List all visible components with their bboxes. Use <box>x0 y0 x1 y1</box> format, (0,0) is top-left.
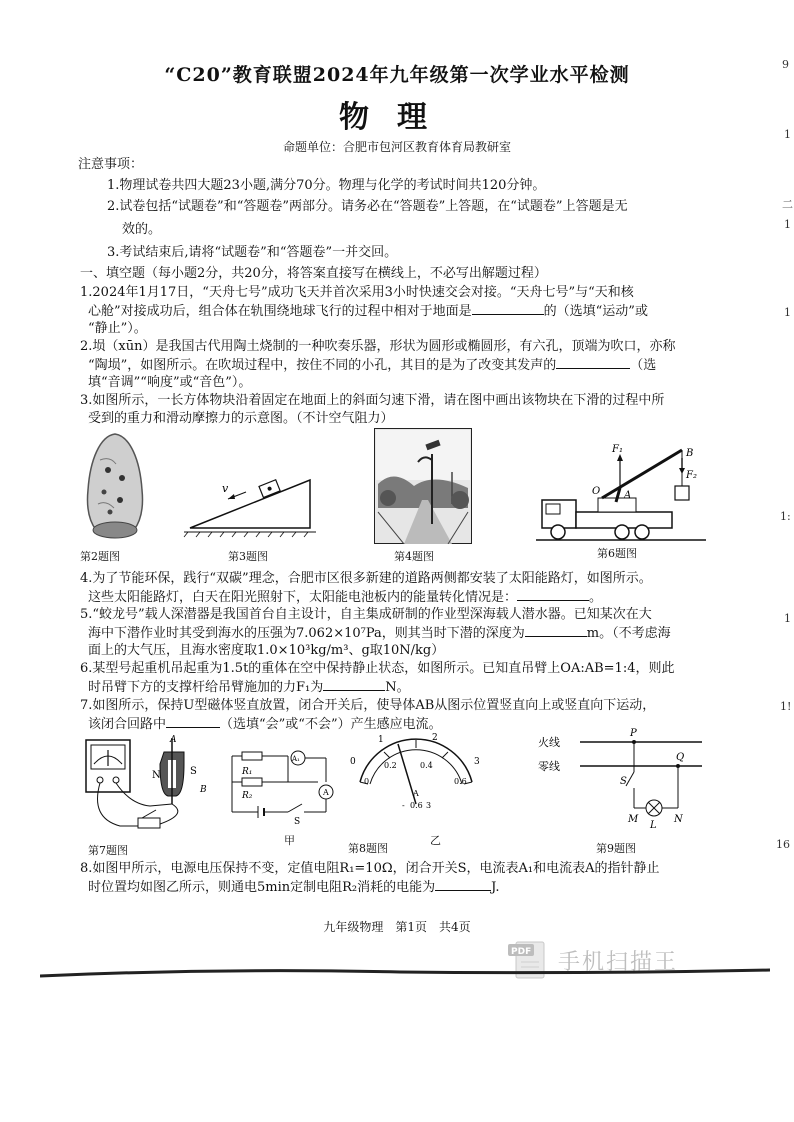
ammeter-a-label: A <box>323 788 329 797</box>
q6-text: 时吊臂下方的支撑杆给吊臂施加的力F₁为 <box>88 680 324 695</box>
lamp-l-label: L <box>650 820 657 830</box>
ammeter-dial <box>346 730 486 814</box>
edge-mark: 1 <box>784 128 791 141</box>
q6-line2 <box>88 678 410 697</box>
switch-s-label: S <box>294 817 301 826</box>
answer-blank[interactable] <box>435 878 491 891</box>
crane-diagram <box>532 438 710 544</box>
edge-mark: 1 <box>784 612 791 625</box>
q5-text: 海中下潜作业时其受到海水的压强为7.062×10⁷Pa，则其当时下潜的深度为 <box>88 626 525 641</box>
q6-text: N。 <box>385 680 410 695</box>
q6-line1: 6.某型号起重机吊起重为1.5t的重体在空中保持静止状态，如图所示。已知直吊臂上OA:AB=1:4，则此 <box>80 661 675 676</box>
q1-line1: 1.2024年1月17日，“天舟七号”成功飞天并首次采用3小时快速交会对接。“天舟七号”与“天和核 <box>80 285 634 300</box>
terminal-06: 0.6 <box>410 801 423 810</box>
dial-tick-0: 0 <box>350 757 356 767</box>
fig6-caption: 第6题图 <box>597 547 637 560</box>
q3-line2: 受到的重力和滑动摩擦力的示意图。（不计空气阻力） <box>88 411 394 426</box>
scan-edge-shadow <box>40 966 770 980</box>
neutral-wire-label: 零线 <box>538 760 560 773</box>
fig8-jia-label: 甲 <box>284 834 295 847</box>
q8-line2 <box>88 878 499 897</box>
fig8-caption: 第8题图 <box>348 842 388 855</box>
terminal-minus: - <box>402 801 405 810</box>
q7-line1: 7.如图所示，保持U型磁体竖直放置，闭合开关后，使导体AB从图示位置竖直向上或竖直向下运动， <box>80 698 656 713</box>
incline-diagram <box>180 470 320 540</box>
q1-line2 <box>88 302 648 321</box>
live-wire-label: 火线 <box>538 736 560 749</box>
answer-blank[interactable] <box>525 624 587 637</box>
q8-line1: 8.如图甲所示，电源电压保持不变，定值电阻R₁=10Ω，闭合开关S，电流表A₁和电流表A的指针静止 <box>80 861 660 876</box>
ammeter-a1-label: A₁ <box>292 755 300 763</box>
notes-heading: 注意事项： <box>78 157 144 172</box>
fig4-caption: 第4题图 <box>394 550 434 563</box>
point-b-label: B <box>686 448 694 459</box>
q3-line1: 3.如图所示，一长方体物块沿着固定在地面上的斜面匀速下滑，请在图中画出该物块在下滑的过程中所 <box>80 393 665 408</box>
q7-text: （选填“会”或“不会”）产生感应电流。 <box>220 717 442 732</box>
dial-sub-04: 0.4 <box>420 761 433 770</box>
edge-mark: 16 <box>776 838 790 851</box>
point-p-label: P <box>630 728 637 739</box>
note-item: 2.试卷包括“试题卷”和“答题卷”两部分。请务必在“答题卷”上答题，在“试题卷”上答题是无 <box>107 199 628 214</box>
fig7-caption: 第7题图 <box>88 844 128 857</box>
answer-blank[interactable] <box>472 302 544 315</box>
edge-mark: 1 <box>784 218 791 231</box>
q1-line3: “静止”）。 <box>88 321 147 336</box>
dial-sub-0: 0 <box>364 777 370 786</box>
point-m-label: M <box>628 814 639 825</box>
dial-sub-02: 0.2 <box>384 761 397 770</box>
answer-blank[interactable] <box>517 588 589 601</box>
dial-tick-2: 2 <box>432 733 438 743</box>
r1-label: R₁ <box>242 767 253 777</box>
answer-blank[interactable] <box>556 356 630 369</box>
dial-sub-06: 0.6 <box>454 777 467 786</box>
q5-text: m。（不考虑海 <box>586 626 671 641</box>
q4-line2 <box>88 588 602 607</box>
force-f1-label: F₁ <box>612 444 623 455</box>
xun-photo <box>80 430 150 542</box>
answer-blank[interactable] <box>166 715 220 728</box>
pole-n-label: N <box>152 770 161 781</box>
subject-title: 物理 <box>339 100 455 135</box>
household-circuit <box>530 726 710 830</box>
author-line: 命题单位：合肥市包河区教育体育局教研室 <box>282 140 511 154</box>
point-n-label: N <box>674 814 683 825</box>
edge-mark: 9 <box>782 58 789 71</box>
point-o-label: O <box>592 486 601 497</box>
note-item: 1.物理试卷共四大题23小题,满分70分。物理与化学的考试时间共120分钟。 <box>107 178 546 193</box>
r2-label: R₂ <box>242 791 253 801</box>
fig3-caption: 第3题图 <box>228 550 268 563</box>
q4-text: 。 <box>589 590 603 605</box>
edge-mark: 二 <box>782 198 793 211</box>
q2-line3: 填“音调”“响度”或“音色”）。 <box>88 375 252 390</box>
q5-line2 <box>88 624 671 643</box>
q8-text: 时位置均如图乙所示，则通电5min定制电阻R₂消耗的电能为 <box>88 880 436 895</box>
terminal-3: 3 <box>426 801 432 810</box>
q5-line1: 5.“蛟龙号”载人深潜器是我国首台自主设计，自主集成研制的作业型深海载人潜水器。已知某次在大 <box>80 607 652 622</box>
q8-text: J. <box>491 880 500 895</box>
point-q-label: Q <box>676 752 685 763</box>
edge-mark: 1! <box>780 700 792 713</box>
edge-mark: 1: <box>780 510 791 523</box>
switch-s-label: S <box>620 776 627 787</box>
q2-text: （选 <box>630 358 657 373</box>
q2-line2 <box>88 356 656 375</box>
dial-tick-1: 1 <box>378 735 384 745</box>
dial-unit-a: A <box>413 789 419 798</box>
q4-line1: 4.为了节能环保，践行“双碳”理念，合肥市区很多新建的道路两侧都安装了太阳能路灯，如图所示。 <box>80 571 652 586</box>
q2-text: “陶埙”，如图所示。在吹埙过程中，按住不同的小孔，其目的是为了改变其发声的 <box>88 358 557 373</box>
force-f2-label: F₂ <box>686 470 697 481</box>
induction-diagram <box>80 734 220 838</box>
section-heading: 一、填空题（每小题2分，共20分，将答案直接写在横线上，不必写出解题过程） <box>80 266 547 281</box>
solar-lamp-photo <box>374 428 472 544</box>
q5-line3: 面上的大气压，且海水密度取1.0×10³kg/m³、g取10N/kg） <box>88 643 445 658</box>
velocity-label: v <box>222 482 229 495</box>
edge-mark: 1 <box>784 306 791 319</box>
circuit-diagram <box>228 748 342 826</box>
pdf-badge: PDF <box>511 947 532 957</box>
dial-tick-3: 3 <box>474 757 480 767</box>
q7-text: 该闭合回路中 <box>88 717 167 732</box>
q1-text: 的（选填“运动”或 <box>543 304 648 319</box>
fig2-caption: 第2题图 <box>80 550 120 563</box>
answer-blank[interactable] <box>323 678 385 691</box>
fig9-caption: 第9题图 <box>596 842 636 855</box>
pole-s-label: S <box>190 766 197 777</box>
point-a-label: A <box>624 490 632 501</box>
q4-text: 这些太阳能路灯，白天在阳光照射下，太阳能电池板内的能量转化情况是： <box>88 590 518 605</box>
q2-line1: 2.埙（xūn）是我国古代用陶土烧制的一种吹奏乐器，形状为圆形或椭圆形，有六孔，顶端为吹口，亦称 <box>80 339 676 354</box>
watermark-text: 手机扫描王 <box>558 949 679 975</box>
note-item: 效的。 <box>122 222 162 237</box>
exam-title: “C20”教育联盟2024年九年级第一次学业水平检测 <box>164 64 630 86</box>
fig8-yi-label: 乙 <box>430 834 441 847</box>
page-footer: 九年级物理 第1页 共4页 <box>323 920 471 934</box>
q1-text: 心舱”对接成功后，组合体在轨围绕地球飞行的过程中相对于地面是 <box>88 304 472 319</box>
conductor-a-label: A <box>170 735 177 745</box>
note-item: 3.考试结束后,请将“试题卷”和“答题卷”一并交回。 <box>107 245 398 260</box>
conductor-b-label: B <box>200 785 207 795</box>
